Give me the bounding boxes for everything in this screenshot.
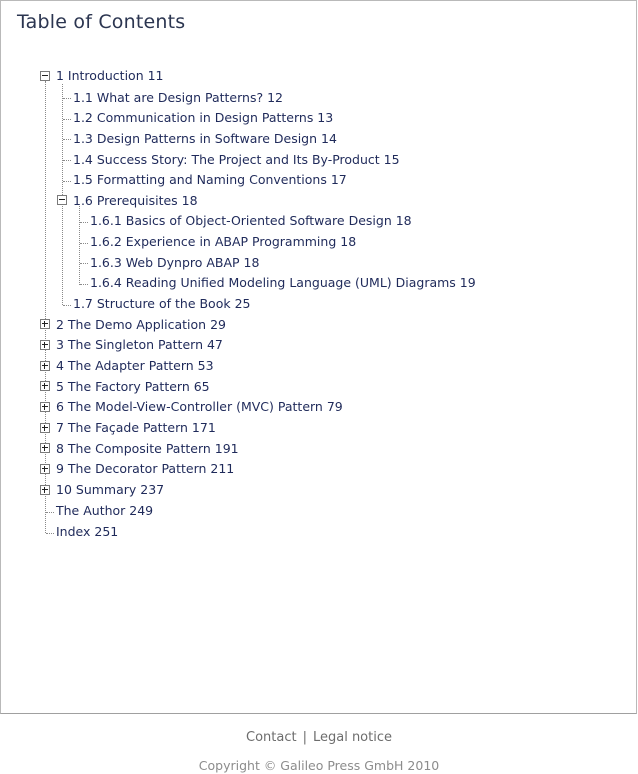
tree-connector — [80, 222, 88, 223]
expand-icon[interactable] — [40, 381, 50, 391]
tree-connector — [63, 160, 71, 161]
toc-item-chapter-8[interactable]: 8 The Composite Pattern 191 — [56, 441, 239, 456]
toc-item-chapter-4[interactable]: 4 The Adapter Pattern 53 — [56, 358, 214, 373]
tree-connector — [63, 305, 71, 306]
collapse-icon[interactable] — [40, 71, 50, 81]
toc-item-1-1[interactable]: 1.1 What are Design Patterns? 12 — [73, 90, 283, 105]
toc-item-chapter-1[interactable]: 1 Introduction 11 — [56, 68, 164, 83]
toc-item-1-6-1[interactable]: 1.6.1 Basics of Object-Oriented Software Design 18 — [90, 213, 412, 228]
toc-item-1-2[interactable]: 1.2 Communication in Design Patterns 13 — [73, 110, 334, 125]
contact-link[interactable]: Contact — [246, 730, 297, 745]
toc-item-chapter-3[interactable]: 3 The Singleton Pattern 47 — [56, 337, 223, 352]
footer-links — [0, 730, 638, 745]
tree-connector — [79, 206, 80, 285]
toc-item-1-6-4[interactable]: 1.6.4 Reading Unified Modeling Language (UML) Diagrams 19 — [90, 275, 476, 290]
expand-icon[interactable] — [40, 361, 50, 371]
tree-connector — [63, 181, 71, 182]
collapse-icon[interactable] — [57, 195, 67, 205]
toc-item-index[interactable]: Index 251 — [56, 524, 119, 539]
expand-icon[interactable] — [40, 443, 50, 453]
expand-icon[interactable] — [40, 464, 50, 474]
toc-item-1-6-3[interactable]: 1.6.3 Web Dynpro ABAP 18 — [90, 255, 260, 270]
expand-icon[interactable] — [40, 319, 50, 329]
expand-icon[interactable] — [40, 423, 50, 433]
toc-item-chapter-10[interactable]: 10 Summary 237 — [56, 482, 165, 497]
page-title: Table of Contents — [17, 11, 186, 33]
toc-item-1-6-2[interactable]: 1.6.2 Experience in ABAP Programming 18 — [90, 234, 357, 249]
expand-icon[interactable] — [40, 402, 50, 412]
tree-connector — [46, 533, 54, 534]
tree-connector — [80, 243, 88, 244]
toc-item-chapter-2[interactable]: 2 The Demo Application 29 — [56, 317, 226, 332]
toc-item-1-7[interactable]: 1.7 Structure of the Book 25 — [73, 296, 251, 311]
expand-icon[interactable] — [40, 485, 50, 495]
toc-item-chapter-6[interactable]: 6 The Model-View-Controller (MVC) Pattern 79 — [56, 399, 343, 414]
footer-separator: | — [302, 730, 307, 745]
tree-connector — [63, 119, 71, 120]
toc-item-author[interactable]: The Author 249 — [56, 503, 154, 518]
toc-item-1-5[interactable]: 1.5 Formatting and Naming Conventions 17 — [73, 172, 347, 187]
tree-connector — [80, 284, 88, 285]
expand-icon[interactable] — [40, 340, 50, 350]
toc-item-chapter-9[interactable]: 9 The Decorator Pattern 211 — [56, 461, 235, 476]
legal-notice-link[interactable]: Legal notice — [312, 730, 392, 745]
copyright-text: Copyright © Galileo Press GmbH 2010 — [198, 758, 440, 773]
toc-item-chapter-5[interactable]: 5 The Factory Pattern 65 — [56, 379, 210, 394]
tree-connector — [63, 98, 71, 99]
toc-item-chapter-7[interactable]: 7 The Façade Pattern 171 — [56, 420, 216, 435]
tree-connector — [63, 139, 71, 140]
toc-item-1-6[interactable]: 1.6 Prerequisites 18 — [73, 193, 198, 208]
toc-item-1-3[interactable]: 1.3 Design Patterns in Software Design 14 — [73, 131, 337, 146]
toc-item-1-4[interactable]: 1.4 Success Story: The Project and Its By-Product 15 — [73, 152, 400, 167]
tree-connector — [80, 263, 88, 264]
tree-connector — [46, 512, 54, 513]
